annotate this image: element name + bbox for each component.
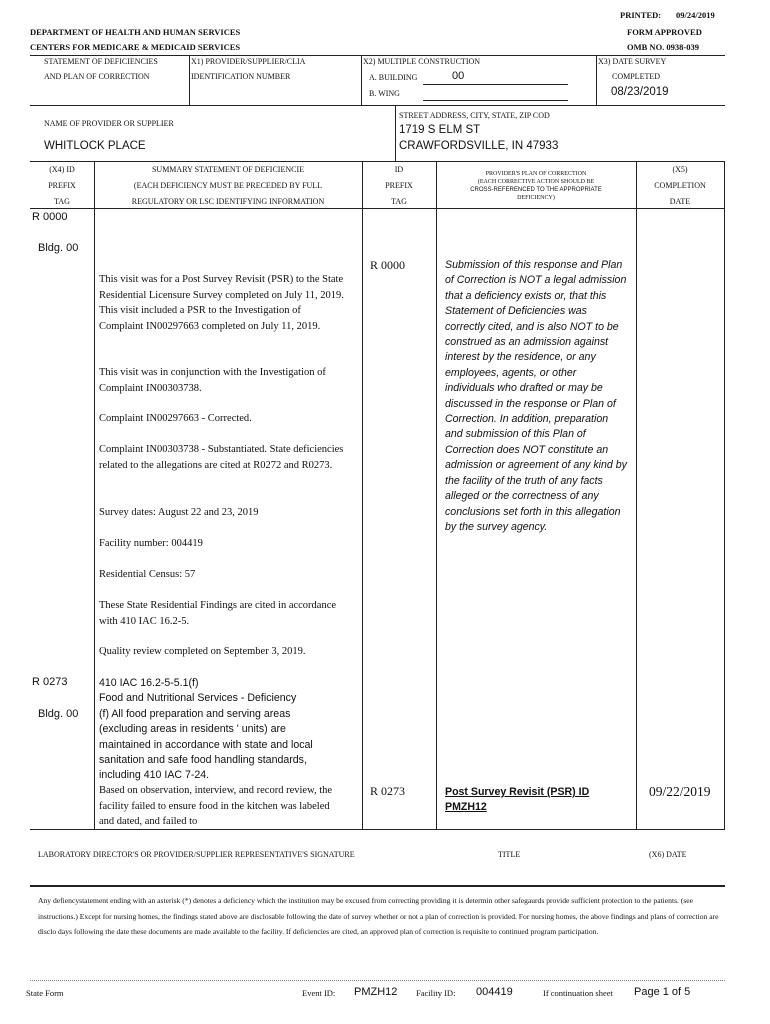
summary-header-3: REGULATORY OR LSC IDENTIFYING INFORMATION bbox=[131, 197, 325, 206]
summary-paragraph-8: These State Residential Findings are cited in accordance with 410 IAC 16.2-5. bbox=[99, 600, 337, 627]
x4-header-1: (X4) ID bbox=[49, 165, 75, 174]
facility-id-label: Facility ID: bbox=[416, 988, 456, 998]
form-approved: FORM APPROVED bbox=[627, 27, 702, 37]
tag-r0000: R 0000 bbox=[32, 211, 68, 223]
statement-label-2: AND PLAN OF CORRECTION bbox=[44, 72, 150, 81]
address-label: STREET ADDRESS, CITY, STATE, ZIP COD bbox=[399, 111, 550, 120]
x4-header-2: PREFIX bbox=[48, 181, 76, 190]
bldg-r0273: Bldg. 00 bbox=[38, 708, 79, 720]
id-header-2: PREFIX bbox=[385, 181, 413, 190]
summary-paragraph-3: Complaint IN00297663 - Corrected. bbox=[99, 413, 252, 424]
x4-header-3: TAG bbox=[54, 197, 70, 206]
printed-date: 09/24/2019 bbox=[676, 10, 715, 20]
r0273-findings-text: Based on observation, interview, and record review, the facility failed to ensure food in the kitchen was labeled and dated, and failed to bbox=[99, 785, 333, 827]
event-id-label: Event ID: bbox=[302, 988, 336, 998]
x5-header-2: COMPLETION bbox=[654, 181, 706, 190]
event-id-value: PMZH12 bbox=[354, 986, 398, 998]
summary-paragraph-7: Residential Census: 57 bbox=[99, 569, 196, 580]
centers-name: CENTERS FOR MEDICARE & MEDICAID SERVICES bbox=[30, 42, 241, 52]
provider-name-label: NAME OF PROVIDER OR SUPPLIER bbox=[44, 119, 174, 128]
plan-psr-id: Post Survey Revisit (PSR) ID PMZH12 bbox=[445, 786, 590, 814]
department-name: DEPARTMENT OF HEALTH AND HUMAN SERVICES bbox=[30, 27, 241, 37]
address-line-1: 1719 S ELM ST bbox=[399, 124, 481, 136]
disclaimer-text: Any defiencystatement ending with an asterisk (*) denotes a deficiency which the institution may be excused from correcting providing it is determin other safegaurds provide sufficient protection to the patients. (see instructions.) Except for nursing homes, the findings stated above are disclosable following the date of survey whether or not a plan of correction is provided. For nursing homes, the above findings and plans of correction are disclo days following the date these documents are made available to the facility. If deficiencies are cited, an approved plan of correction is requisite to continued program participation. bbox=[38, 896, 719, 937]
state-form-label: State Form bbox=[26, 988, 64, 998]
r0273-regulation-text: 410 IAC 16.2-5-5.1(f) Food and Nutritional Services - Deficiency (f) All food preparation and serving areas (excluding areas in residents ' units) are maintained in accordance with state and local sanitation and safe food handling standards, including 410 IAC 7-24. bbox=[99, 677, 313, 782]
summary-header-2: (EACH DEFICIENCY MUST BE PRECEDED BY FULL bbox=[133, 181, 323, 190]
building-label: A. BUILDING bbox=[369, 73, 418, 82]
id-header-1: ID bbox=[394, 165, 404, 174]
summary-paragraph-1: This visit was for a Post Survey Revisit (PSR) to the State Residential Licensure Survey completed on July 11, 2019. This visit included a PSR to the Investigation of Complaint IN00297663 completed on July 11, 2019. bbox=[99, 274, 344, 332]
plan-header-2: (EACH CORRECTIVE ACTION SHOULD BE bbox=[477, 179, 595, 185]
rule-after-top bbox=[30, 105, 725, 106]
tag-r0273: R 0273 bbox=[32, 676, 68, 688]
x1-label-2: IDENTIFICATION NUMBER bbox=[191, 72, 291, 81]
x1-label-1: X1) PROVIDER/SUPPLIER/CLIA bbox=[191, 57, 306, 66]
x6-date-label: (X6) DATE bbox=[649, 850, 687, 859]
wing-label: B. WING bbox=[369, 89, 400, 98]
continuation-label: If continuation sheet bbox=[543, 988, 613, 998]
id-r0273: R 0273 bbox=[370, 784, 406, 798]
survey-completed-date: 08/23/2019 bbox=[611, 86, 669, 98]
plan-header-1: PROVIDER'S PLAN OF CORRECTION bbox=[485, 171, 587, 177]
summary-paragraph-2: This visit was in conjunction with the Investigation of Complaint IN00303738. bbox=[99, 367, 326, 394]
summary-paragraph-6: Facility number: 004419 bbox=[99, 538, 203, 549]
summary-paragraph-5: Survey dates: August 22 and 23, 2019 bbox=[99, 507, 259, 518]
x3-completed-label: COMPLETED bbox=[612, 72, 660, 81]
signature-label: LABORATORY DIRECTOR'S OR PROVIDER/SUPPLIER REPRESENTATIVE'S SIGNATURE bbox=[38, 850, 355, 859]
building-value: 00 bbox=[452, 70, 465, 82]
x3-label: X3) DATE SURVEY bbox=[598, 57, 667, 66]
summary-paragraph-9: Quality review completed on September 3, 2019. bbox=[99, 646, 306, 657]
plan-header-3: CROSS-REFERENCED TO THE APPROPRIATE bbox=[470, 187, 602, 193]
omb-number: OMB NO. 0938-039 bbox=[627, 42, 700, 52]
x2-label: X2) MULTIPLE CONSTRUCTION bbox=[363, 57, 481, 66]
bldg-r0000: Bldg. 00 bbox=[38, 242, 79, 254]
summary-paragraph-4: Complaint IN00303738 - Substantiated. State deficiencies related to the allegations are cited at R0272 and R0273. bbox=[99, 444, 344, 471]
printed-label: PRINTED: bbox=[620, 10, 662, 20]
facility-id-value: 004419 bbox=[476, 986, 513, 998]
page-number: Page 1 of 5 bbox=[634, 986, 691, 998]
completion-date: 09/22/2019 bbox=[649, 784, 711, 799]
title-label: TITLE bbox=[498, 850, 521, 859]
plan-of-correction-text: Submission of this response and Plan of Correction is NOT a legal admission that a deficiency exists or, that this Statement of Deficiencies was correctly cited, and is also NOT to be construed as an admission against interest by the residence, or any employees, agents, or other individuals who drafted or may be discussed in the response or Plan of Correction. In addition, preparation and submission of this Plan of Correction does NOT constitute an admission or agreement of any kind by the facility of the truth of any facts alleged or the correctness of any conclusions set forth in this allegation by the survey agency. bbox=[445, 259, 627, 533]
address-line-2: CRAWFORDSVILLE, IN 47933 bbox=[399, 140, 559, 152]
id-header-3: TAG bbox=[391, 197, 407, 206]
provider-name: WHITLOCK PLACE bbox=[44, 140, 146, 152]
plan-header-4: DEFICIENCY) bbox=[517, 195, 555, 201]
summary-header-1: SUMMARY STATEMENT OF DEFICIENCIE bbox=[151, 165, 305, 174]
rule-top bbox=[30, 55, 725, 56]
statement-label-1: STATEMENT OF DEFICIENCIES bbox=[44, 57, 158, 66]
x5-header-1: (X5) bbox=[672, 165, 688, 174]
id-r0000: R 0000 bbox=[370, 258, 406, 272]
x5-header-3: DATE bbox=[669, 197, 691, 206]
